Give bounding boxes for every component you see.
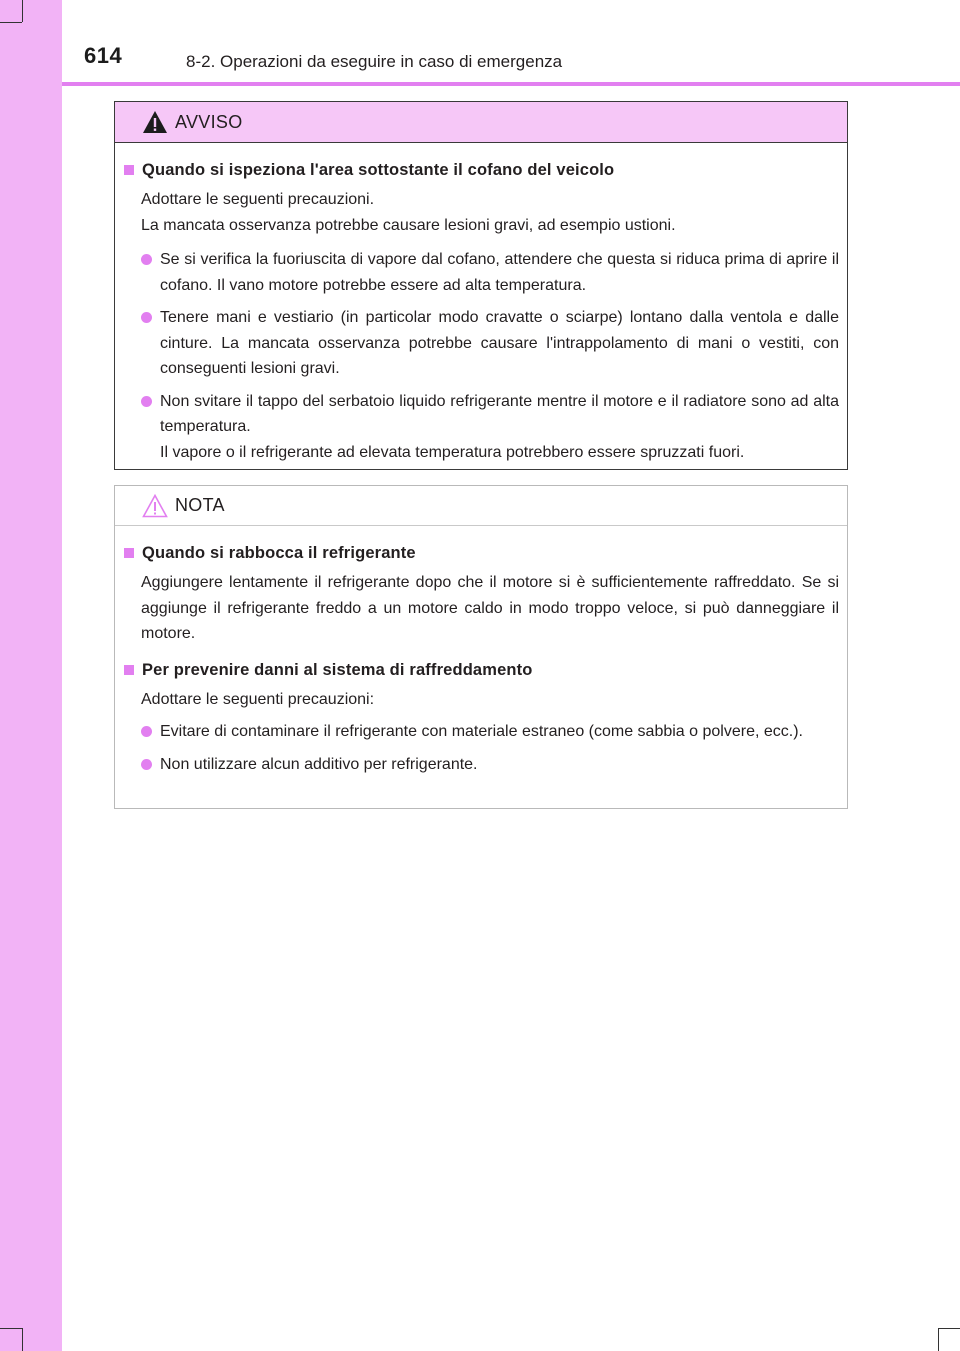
warning-box xyxy=(114,101,848,470)
list-item-line: Non svitare il tappo del serbatoio liquido refrigerante mentre il motore e il radiatore sono ad alta temperatura. xyxy=(160,392,839,435)
warning-intro-line: La mancata osservanza potrebbe causare lesioni gravi, ad esempio ustioni. xyxy=(141,216,676,234)
list-item-line: Il vapore o il refrigerante ad elevata temperatura potrebbero essere spruzzati fuori. xyxy=(160,443,745,461)
warning-intro-line: Adottare le seguenti precauzioni. xyxy=(141,191,375,208)
page-number: 614 xyxy=(84,43,123,68)
list-item xyxy=(123,247,839,298)
warning-heading-text: Quando si ispeziona l'area sottostante il cofano del veicolo xyxy=(142,161,615,179)
warning-body xyxy=(115,143,847,465)
caution-outline-triangle-icon xyxy=(142,494,168,518)
notice-box-header xyxy=(115,486,847,526)
warning-heading xyxy=(123,158,839,183)
round-bullet-icon xyxy=(141,396,152,407)
list-item xyxy=(123,719,839,745)
section-title: 8-2. Operazioni da eseguire in caso di emergenza xyxy=(186,52,563,71)
notice-body xyxy=(115,526,847,777)
side-color-band xyxy=(0,0,62,1351)
header-rule xyxy=(62,82,960,86)
warning-intro xyxy=(123,187,839,238)
list-item-text xyxy=(160,389,839,466)
round-bullet-icon xyxy=(141,312,152,323)
crop-mark xyxy=(0,22,22,23)
notice-box xyxy=(114,485,848,809)
notice-label: NOTA xyxy=(175,495,225,515)
square-bullet-icon xyxy=(124,665,134,675)
round-bullet-icon xyxy=(141,254,152,265)
warning-label: AVVISO xyxy=(175,111,243,132)
list-item xyxy=(123,389,839,466)
list-item-text: Non utilizzare alcun additivo per refrigerante. xyxy=(160,755,478,773)
list-item-text: Se si verifica la fuoriuscita di vapore dal cofano, attendere che questa si riduca prima di aprire il cofano. Il vano motore potrebbe essere ad alta temperatura. xyxy=(160,251,839,294)
notice-paragraph: Adottare le seguenti precauzioni: xyxy=(141,690,375,708)
warning-box-header xyxy=(115,102,847,143)
square-bullet-icon xyxy=(124,548,134,558)
round-bullet-icon xyxy=(141,726,152,737)
crop-mark xyxy=(938,1328,939,1351)
square-bullet-icon xyxy=(124,165,134,175)
notice-heading xyxy=(123,658,839,683)
notice-paragraph: Aggiungere lentamente il refrigerante dopo che il motore si è sufficientemente raffreddato. Se si aggiunge il refrigerante freddo a un motore caldo in modo troppo veloce, si può danneggiare il motore. xyxy=(141,574,839,642)
crop-mark xyxy=(22,1328,23,1351)
crop-mark xyxy=(0,1328,22,1329)
warning-triangle-icon xyxy=(142,110,168,134)
round-bullet-icon xyxy=(141,759,152,770)
notice-heading-text: Quando si rabbocca il refrigerante xyxy=(142,544,416,562)
notice-heading-text: Per prevenire danni al sistema di raffreddamento xyxy=(142,660,533,679)
list-item xyxy=(123,752,839,778)
crop-mark xyxy=(938,1328,960,1329)
notice-heading xyxy=(123,541,839,566)
list-item-text: Tenere mani e vestiario (in particolar modo cravatte o sciarpe) lontano dalla ventola e dalle cinture. La mancata osservanza potrebbe causare l'intrappolamento di mani o vestiti, con conseguenti lesioni gravi. xyxy=(160,309,839,377)
crop-mark xyxy=(22,0,23,22)
list-item xyxy=(123,305,839,382)
list-item-text: Evitare di contaminare il refrigerante con materiale estraneo (come sabbia o polvere, ecc.). xyxy=(160,723,803,740)
